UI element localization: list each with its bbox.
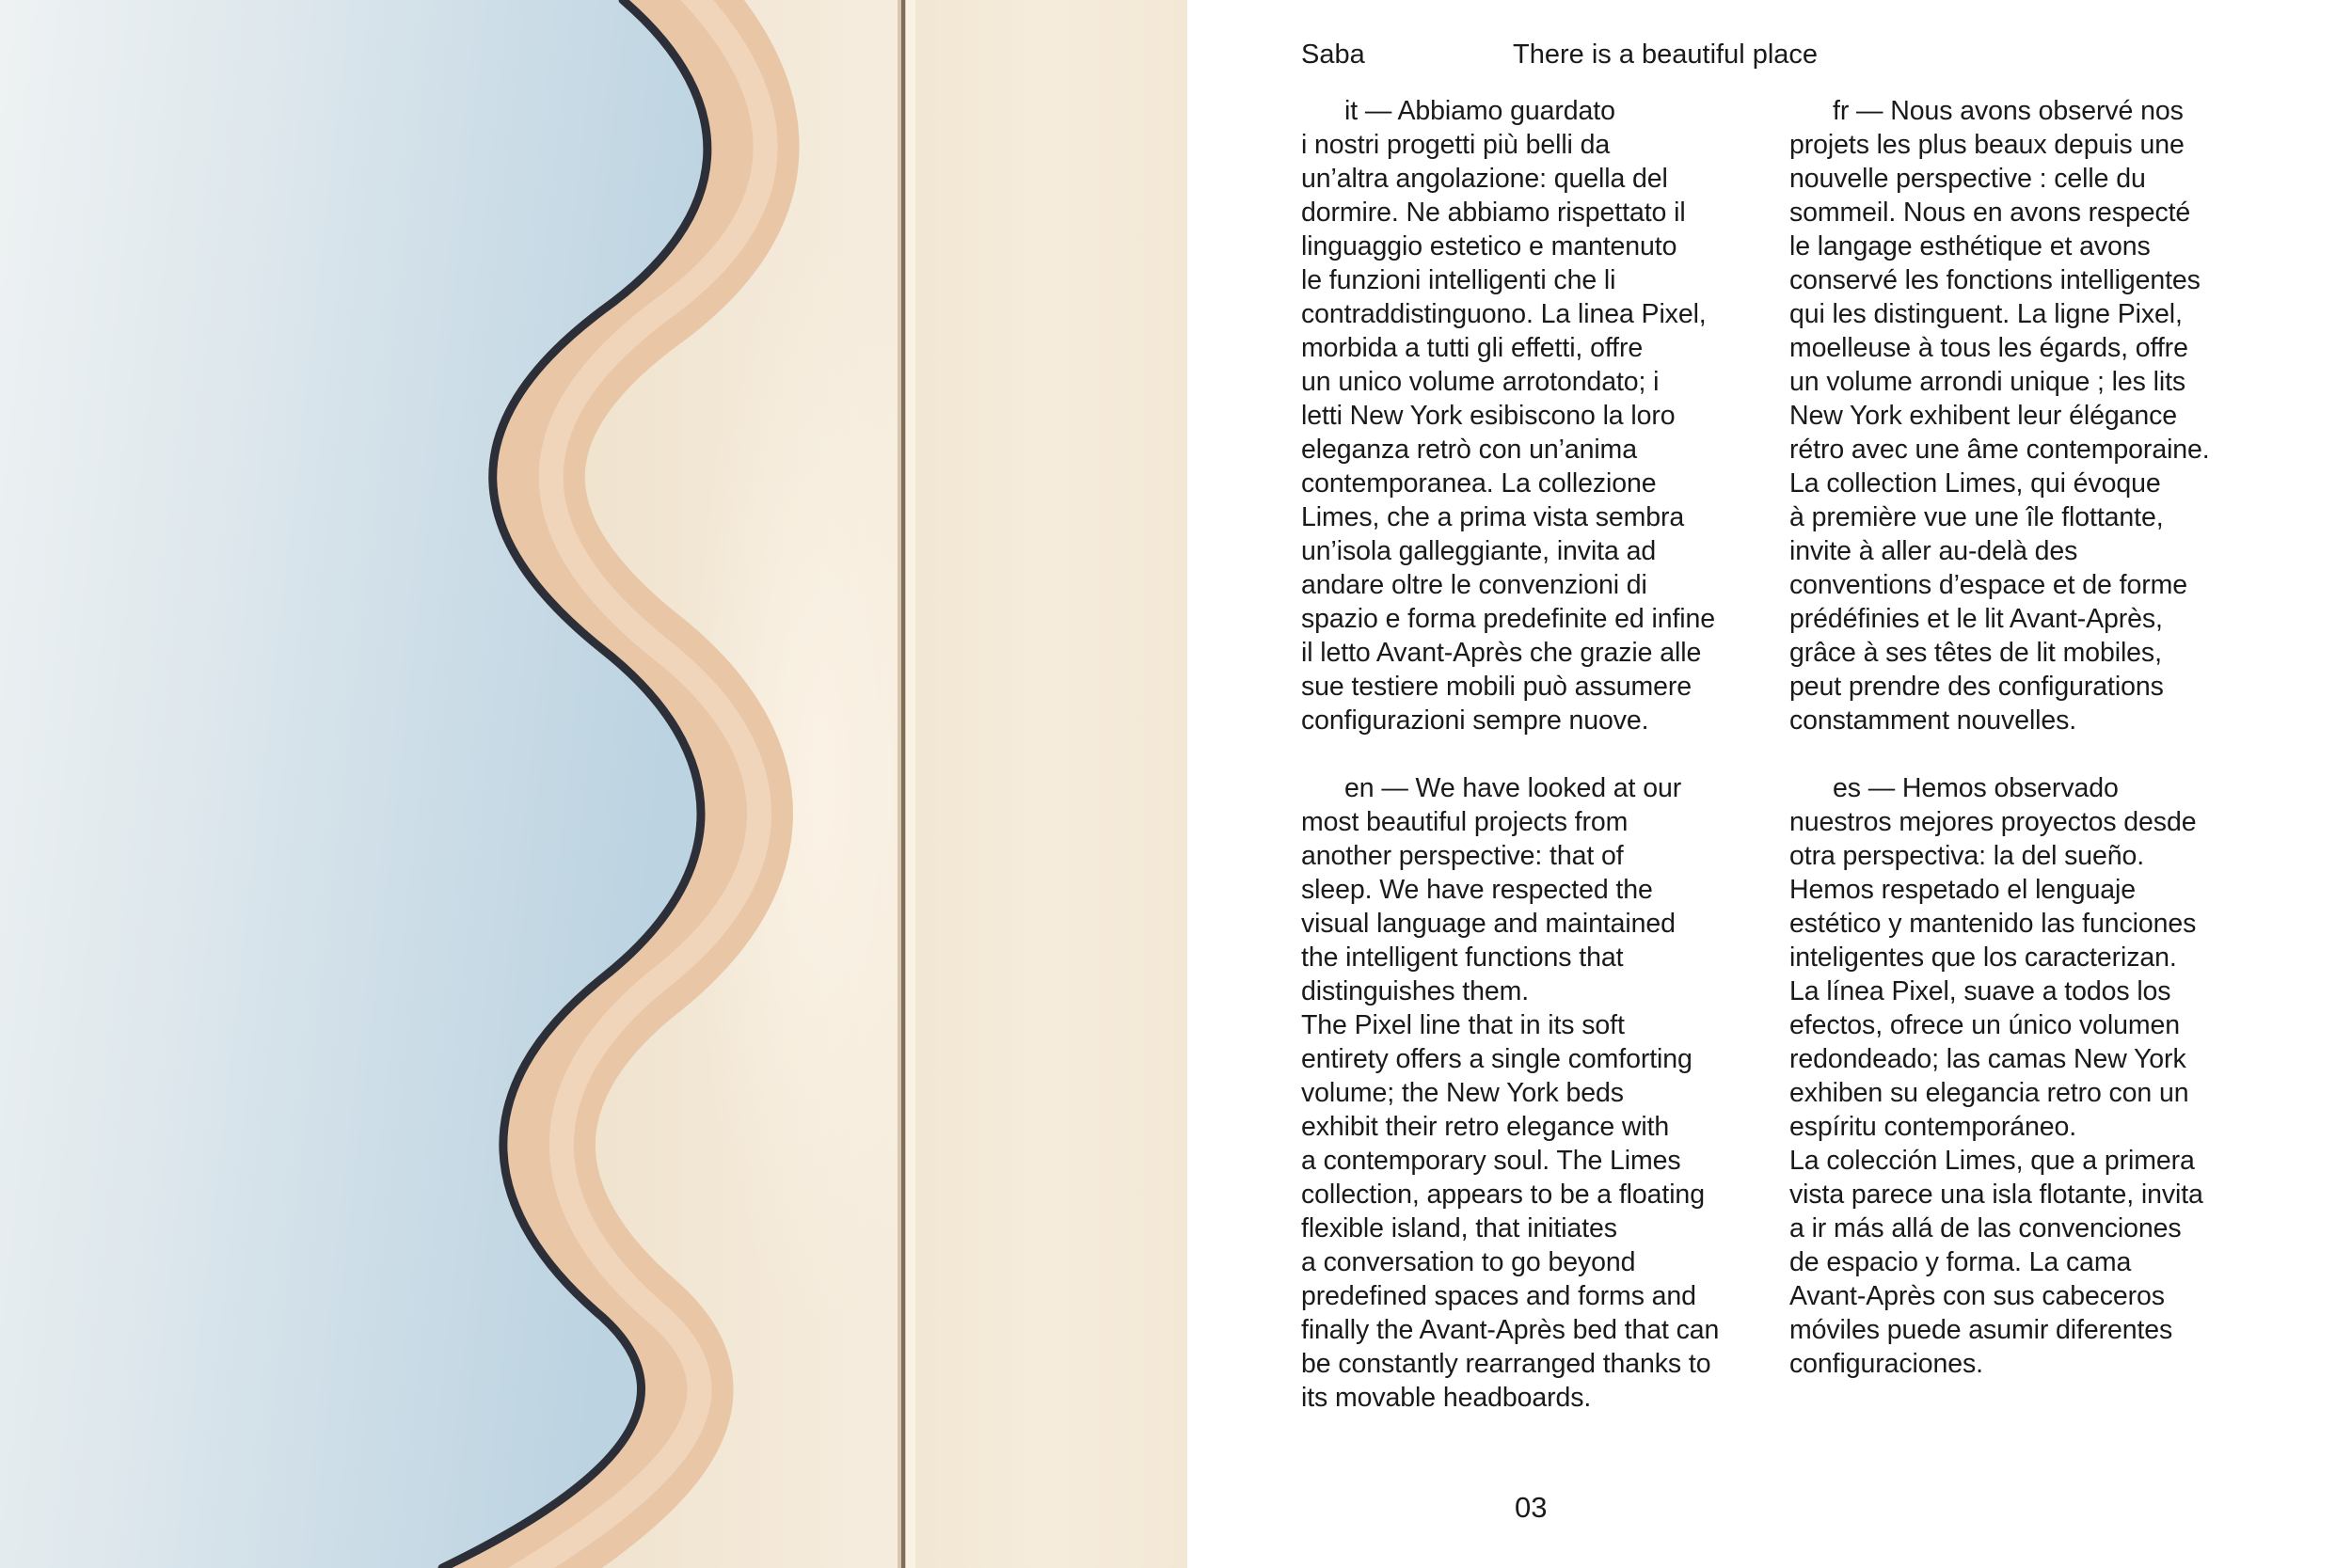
paragraph-line: La colección Limes, que a primera	[1789, 1146, 2195, 1176]
page-number: 03	[1515, 1491, 1548, 1524]
paragraph-line: invite à aller au-delà des	[1789, 536, 2078, 566]
paragraph-line: espíritu contemporáneo.	[1789, 1112, 2077, 1142]
paragraph-line: andare oltre le convenzioni di	[1301, 570, 1647, 600]
paragraph-line: Avant-Après con sus cabeceros	[1789, 1281, 2165, 1311]
paragraph-line: entirety offers a single comforting	[1301, 1044, 1692, 1074]
paragraph-line: à première vue une île flottante,	[1789, 502, 2164, 532]
paragraph-line: sue testiere mobili può assumere	[1301, 672, 1692, 702]
paragraph-line: moelleuse à tous les égards, offre	[1789, 333, 2188, 363]
mirror-glass	[0, 0, 707, 1568]
paragraph-line: morbida a tutti gli effetti, offre	[1301, 333, 1644, 363]
paragraph-line: peut prendre des configurations	[1789, 672, 2164, 702]
paragraph-line: un volume arrondi unique ; les lits	[1789, 367, 2186, 397]
paragraph-line: un unico volume arrotondato; i	[1301, 367, 1660, 397]
paragraph-line: volume; the New York beds	[1301, 1078, 1624, 1108]
paragraph-line: a ir más allá de las convenciones	[1789, 1213, 2182, 1243]
paragraph-line: Limes, che a prima vista sembra	[1301, 502, 1685, 532]
paragraph-line: móviles puede asumir diferentes	[1789, 1315, 2173, 1345]
section-french	[1789, 94, 2265, 737]
paragraph-line: predefined spaces and forms and	[1301, 1281, 1696, 1311]
paragraph-line: efectos, ofrece un único volumen	[1789, 1010, 2181, 1040]
paragraph-line: Hemos respetado el lenguaje	[1789, 875, 2137, 905]
paragraph-line: a contemporary soul. The Limes	[1301, 1146, 1681, 1176]
paragraph-line: constamment nouvelles.	[1789, 705, 2077, 736]
paragraph-line: spazio e forma predefinite ed infine	[1301, 604, 1716, 634]
paragraph-line: fr — Nous avons observé nos	[1833, 96, 2184, 126]
paragraph-line: contemporanea. La collezione	[1301, 468, 1657, 499]
paragraph-line: estético y mantenido las funciones	[1789, 909, 2197, 939]
paragraph-line: its movable headboards.	[1301, 1383, 1592, 1413]
paragraph-line: es — Hemos observado	[1833, 773, 2119, 803]
paragraph-line: it — Abbiamo guardato	[1344, 96, 1615, 126]
paragraph-line: another perspective: that of	[1301, 841, 1624, 871]
paragraph-line: linguaggio estetico e mantenuto	[1301, 231, 1677, 261]
paragraph-line: un’altra angolazione: quella del	[1301, 164, 1668, 194]
paragraph-line: il letto Avant-Après che grazie alle	[1301, 638, 1702, 668]
paragraph-line: i nostri progetti più belli da	[1301, 130, 1611, 160]
paragraph-line: La línea Pixel, suave a todos los	[1789, 976, 2171, 1006]
paragraph-line: flexible island, that initiates	[1301, 1213, 1617, 1243]
paragraph-line: visual language and maintained	[1301, 909, 1676, 939]
paragraph-line: distinguishes them.	[1301, 976, 1530, 1006]
paragraph-line: redondeado; las camas New York	[1789, 1044, 2186, 1074]
wall-seam-highlight	[906, 0, 915, 1568]
paragraph-line: conservé les fonctions intelligentes	[1789, 265, 2201, 295]
paragraph-line: dormire. Ne abbiamo rispettato il	[1301, 198, 1686, 228]
paragraph-line: inteligentes que los caracterizan.	[1789, 942, 2177, 973]
right-wall-panel	[903, 0, 1187, 1568]
paragraph-line: New York exhibent leur élégance	[1789, 401, 2178, 431]
paragraph-line: vista parece una isla flotante, invita	[1789, 1180, 2203, 1210]
paragraph-line: sleep. We have respected the	[1301, 875, 1653, 905]
paragraph-line: en — We have looked at our	[1344, 773, 1682, 803]
paragraph-line: prédéfinies et le lit Avant-Après,	[1789, 604, 2163, 634]
paragraph-line: nuestros mejores proyectos desde	[1789, 807, 2197, 837]
paragraph-line: grâce à ses têtes de lit mobiles,	[1789, 638, 2162, 668]
paragraph-line: collection, appears to be a floating	[1301, 1180, 1705, 1210]
paragraph-line: otra perspectiva: la del sueño.	[1789, 841, 2145, 871]
paragraph-line: exhibit their retro elegance with	[1301, 1112, 1670, 1142]
paragraph-line: qui les distinguent. La ligne Pixel,	[1789, 299, 2183, 329]
wall-seam	[901, 0, 905, 1568]
paragraph-line: be constantly rearranged thanks to	[1301, 1349, 1711, 1379]
paragraph-line: le funzioni intelligenti che li	[1301, 265, 1616, 295]
paragraph-line: contraddistinguono. La linea Pixel,	[1301, 299, 1707, 329]
paragraph-line: eleganza retrò con un’anima	[1301, 435, 1637, 465]
paragraph-line: projets les plus beaux depuis une	[1789, 130, 2185, 160]
paragraph-line: the intelligent functions that	[1301, 942, 1624, 973]
section-italian	[1301, 94, 1776, 737]
paragraph-line: un’isola galleggiante, invita ad	[1301, 536, 1657, 566]
paragraph-line: conventions d’espace et de forme	[1789, 570, 2187, 600]
paragraph-line: most beautiful projects from	[1301, 807, 1629, 837]
paragraph-line: The Pixel line that in its soft	[1301, 1010, 1625, 1040]
section-spanish	[1789, 771, 2265, 1381]
paragraph-line: nouvelle perspective : celle du	[1789, 164, 2146, 194]
section-english	[1301, 771, 1776, 1415]
paragraph-line: La collection Limes, qui évoque	[1789, 468, 2161, 499]
brand-name: Saba	[1301, 40, 1365, 70]
paragraph-line: letti New York esibiscono la loro	[1301, 401, 1676, 431]
paragraph-line: exhiben su elegancia retro con un	[1789, 1078, 2189, 1108]
paragraph-line: de espacio y forma. La cama	[1789, 1247, 2132, 1277]
text-page	[1187, 0, 2352, 1568]
page-title: There is a beautiful place	[1513, 40, 1819, 70]
paragraph-line: finally the Avant-Après bed that can	[1301, 1315, 1720, 1345]
paragraph-line: configurazioni sempre nuove.	[1301, 705, 1649, 736]
paragraph-line: sommeil. Nous en avons respecté	[1789, 198, 2191, 228]
paragraph-line: configuraciones.	[1789, 1349, 1983, 1379]
paragraph-line: a conversation to go beyond	[1301, 1247, 1636, 1277]
paragraph-line: le langage esthétique et avons	[1789, 231, 2151, 261]
paragraph-line: rétro avec une âme contemporaine.	[1789, 435, 2210, 465]
